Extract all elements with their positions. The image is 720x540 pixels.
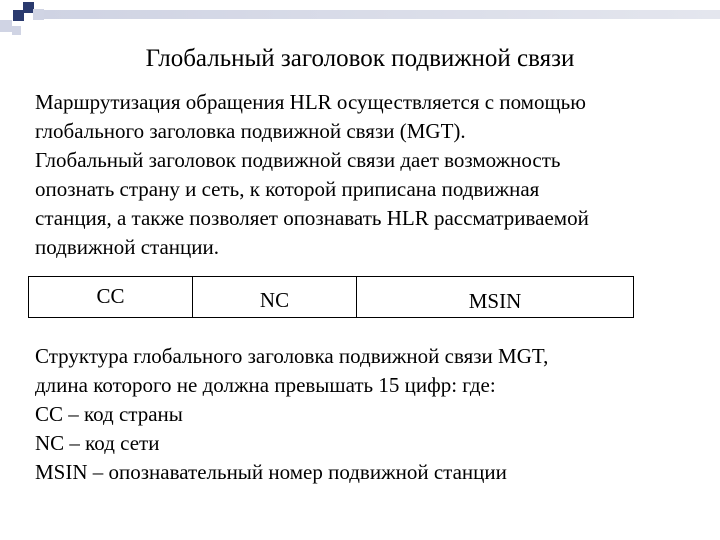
mgt-field-nc: NC (193, 277, 357, 317)
structure-paragraph (35, 342, 695, 487)
deco-bar-light (44, 10, 720, 19)
mgt-field-cc: CC (29, 277, 193, 317)
deco-square-light (33, 9, 44, 20)
slide-title: Глобальный заголовок подвижной связи (145, 45, 575, 72)
intro-paragraph (35, 88, 695, 262)
text-line: MSIN – опознавательный номер подвижной станции (35, 460, 507, 484)
text-line: опознать страну и сеть, к которой приписана подвижная (35, 177, 540, 201)
text-line: длина которого не должна превышать 15 цифр: где: (35, 373, 496, 397)
text-line: Структура глобального заголовка подвижной связи MGT, (35, 344, 549, 368)
header-decoration (0, 0, 720, 40)
deco-square-light (0, 20, 12, 32)
text-line: подвижной станции. (35, 235, 219, 259)
text-line: CC – код страны (35, 402, 183, 426)
text-line: станция, а также позволяет опознавать HLR рассматриваемой (35, 206, 589, 230)
text-line: Глобальный заголовок подвижной связи дает возможность (35, 148, 561, 172)
text-line: глобального заголовка подвижной связи (MGT). (35, 119, 466, 143)
deco-square-light (12, 26, 21, 35)
mgt-field-msin: MSIN (468, 288, 522, 313)
mgt-structure-table (28, 276, 634, 318)
text-line: NC – код сети (35, 431, 160, 455)
text-line: Маршрутизация обращения HLR осуществляется с помощью (35, 90, 586, 114)
